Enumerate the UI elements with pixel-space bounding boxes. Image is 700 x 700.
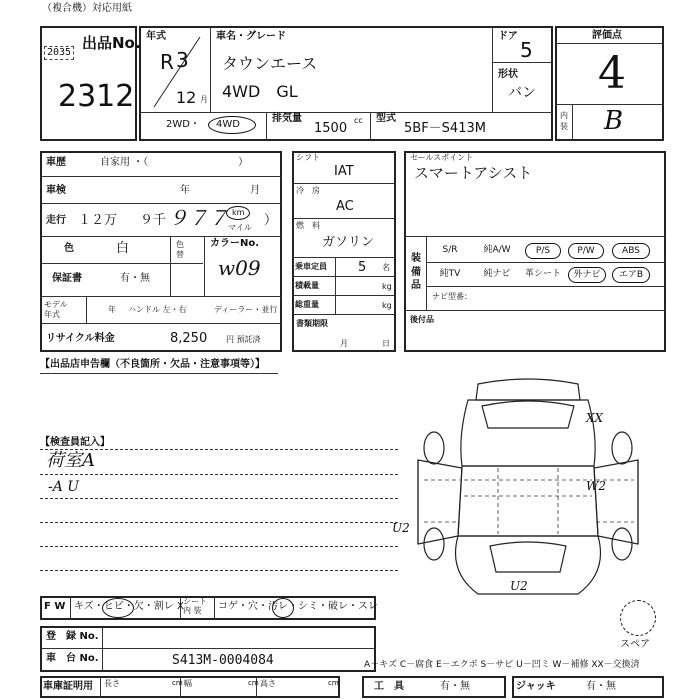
score-label: 評価点 — [592, 30, 622, 41]
equip-ext-navi: 外ナビ — [568, 267, 606, 283]
divider — [293, 257, 395, 258]
divider — [426, 237, 427, 310]
seat-circle — [272, 598, 294, 618]
divider — [41, 648, 375, 649]
car-diagram — [398, 376, 664, 606]
fw-seat-label: シート 内 装 — [183, 597, 207, 615]
divider — [266, 113, 267, 140]
capacity-label: 乗車定員 — [295, 262, 327, 271]
divider — [41, 323, 281, 324]
divider — [210, 27, 211, 113]
form-note: （複合機）対応用紙 — [42, 3, 132, 14]
divider — [40, 522, 398, 523]
jack-label: ジャッキ — [516, 681, 556, 692]
cert-width: 幅 — [184, 679, 192, 688]
cert-cm-3: cm — [328, 679, 339, 687]
aircon-label: 冷 房 — [296, 186, 320, 195]
fw-label: F W — [44, 601, 66, 612]
divider — [40, 373, 278, 374]
divider — [556, 43, 663, 44]
divider — [40, 546, 398, 547]
aircon-value: AC — [336, 199, 354, 214]
tools-label: 工 具 — [374, 681, 404, 692]
equip-navi-model: ナビ型番： — [432, 292, 472, 301]
name-label: 車名・グレード — [216, 31, 286, 42]
mileage-paren: ） — [264, 213, 278, 228]
equip-tv: 純TV — [439, 269, 461, 279]
shift-label: シフト — [296, 153, 320, 162]
warranty-label: 保証書 — [52, 273, 82, 284]
gross-label: 総重量 — [295, 300, 319, 309]
month-unit: 月 — [200, 95, 208, 104]
equip-airbag: エアB — [612, 267, 650, 283]
spec-box — [40, 151, 282, 352]
hist-value: 自家用 ・（ ） — [100, 157, 249, 168]
hist-label: 車歴 — [46, 157, 66, 168]
disp-label: 排気量 — [272, 113, 302, 124]
declaration-label: 【出品店申告欄（不良箇所・欠品・注意事項等）】 — [40, 359, 265, 370]
spare-label: スペア — [620, 639, 650, 650]
divider — [427, 262, 665, 263]
diagram-mark-xx: XX — [586, 411, 604, 425]
mileage-sen: ９千 — [140, 213, 167, 228]
aftermarket-label: 後付品 — [410, 315, 434, 324]
load-label: 積載量 — [295, 281, 319, 290]
color-value: 白 — [116, 241, 130, 256]
color-label: 色 — [64, 243, 74, 254]
shape: バン — [508, 85, 536, 101]
lot-code: 2035 — [44, 46, 74, 60]
docexp-label: 書類期限 — [296, 319, 328, 328]
inspect-month: 月 — [250, 185, 260, 196]
model: 5BF－S413M — [404, 121, 486, 136]
era: R — [160, 50, 174, 74]
shift-value: IAT — [334, 164, 354, 179]
inspect-year: 年 — [180, 185, 190, 196]
divider — [170, 237, 171, 296]
interior-value: B — [604, 106, 624, 136]
equip-abs: ABS — [612, 243, 650, 259]
drive-2wd: 2WD・ — [166, 119, 200, 130]
divider — [293, 276, 395, 277]
recycle-label: リサイクル料金 — [46, 333, 115, 344]
divider — [427, 286, 665, 287]
equip-label: 装 備 品 — [411, 253, 421, 291]
jack-value: 有・無 — [586, 681, 616, 692]
score-value: 4 — [598, 48, 626, 99]
equip-sr: S/R — [442, 245, 458, 255]
model-year-handle: ハンドル 左・右 — [128, 305, 187, 314]
capacity-value: 5 — [358, 260, 367, 275]
selling-label: セールスポイント — [410, 153, 474, 162]
divider — [40, 474, 398, 475]
inspector-line1: 荷室A — [46, 450, 95, 471]
divider — [86, 297, 87, 323]
divider — [405, 310, 665, 311]
capacity-unit: 名 — [382, 263, 390, 272]
chassis-label: 車 台 No. — [46, 653, 99, 664]
divider — [102, 627, 103, 671]
selling-value: スマートアシスト — [414, 164, 533, 182]
shape-label: 形状 — [498, 69, 518, 80]
recycle-value: 8,250 — [170, 331, 208, 346]
inspector-line2: -A U — [48, 479, 80, 495]
equip-pw: P/W — [568, 243, 604, 259]
divider — [214, 597, 215, 619]
tools-value: 有・無 — [440, 681, 470, 692]
divider — [40, 570, 398, 571]
disp: 1500 — [314, 121, 348, 136]
mileage-mile: マイル — [228, 223, 252, 232]
doors: 5 — [520, 38, 533, 62]
fw-items: キズ・ヒビ・欠・割レ X — [74, 601, 184, 612]
docexp-day: 日 — [382, 339, 390, 348]
divider — [70, 597, 71, 619]
divider — [492, 27, 493, 113]
cc: cc — [354, 116, 363, 125]
divider — [572, 104, 573, 140]
drive-4wd: 4WD — [216, 119, 240, 130]
divider — [293, 295, 395, 296]
car-grade: 4WD GL — [222, 82, 298, 101]
colorno-value: w09 — [218, 256, 261, 280]
cert-label: 車庫証明用 — [43, 681, 93, 692]
divider — [100, 677, 101, 697]
interior-label: 内 装 — [560, 111, 568, 132]
divider — [405, 236, 665, 237]
recycle-unit: 円 預託済 — [226, 335, 261, 344]
mileage-label: 走行 — [46, 215, 66, 226]
divider — [493, 62, 551, 63]
divider — [204, 237, 205, 296]
colorno-label: カラーNo. — [210, 238, 260, 249]
door-label: ドア — [498, 31, 518, 42]
model-year-year: 年 — [108, 305, 116, 314]
inspector-label: 【検査員記入】 — [40, 437, 110, 448]
divider — [41, 203, 281, 204]
cert-cm-2: cm — [248, 679, 259, 687]
year: 3 — [176, 48, 189, 72]
divider — [293, 314, 395, 315]
divider — [335, 258, 336, 314]
lot-number: 2312 — [58, 79, 135, 114]
spare-tire-icon — [620, 600, 656, 636]
equip-ps: P/S — [525, 243, 561, 259]
warranty-value: 有・無 — [120, 273, 150, 284]
inspect-label: 車検 — [46, 185, 66, 196]
diagram-mark-u2-bottom: U2 — [510, 579, 528, 593]
fw-circle — [102, 598, 134, 618]
divider — [41, 236, 281, 237]
legend-text: A－キズ C－腐食 E－エクボ S－サビ U－凹ミ W－補修 XX－交換済 — [364, 660, 640, 670]
diagram-mark-w2: W2 — [586, 479, 606, 493]
divider — [293, 183, 395, 184]
fuel-label: 燃 料 — [296, 221, 320, 230]
diagram-mark-u2-left: U2 — [392, 521, 410, 535]
mileage-km: km — [232, 208, 245, 217]
mileage-hand: ９７７ — [168, 206, 228, 230]
equip-leather: 革シート — [524, 269, 561, 279]
model-year-label: モデル 年式 — [44, 300, 68, 319]
divider — [41, 296, 281, 297]
chassis-value: S413M-0004084 — [172, 653, 274, 668]
cert-cm-1: cm — [172, 679, 183, 687]
cert-length: 長さ — [104, 679, 120, 688]
mileage-man: １２万 — [78, 213, 118, 228]
month: 12 — [176, 88, 197, 107]
car-name: タウンエース — [222, 54, 318, 73]
divider — [293, 218, 395, 219]
gross-unit: kg — [382, 301, 392, 310]
load-unit: kg — [382, 282, 392, 291]
model-year-dealer: ディーラー・並行 — [214, 305, 278, 314]
divider — [40, 498, 398, 499]
cert-height: 高さ — [260, 679, 276, 688]
equip-aw: 純A/W — [483, 245, 511, 255]
model-label: 型式 — [376, 113, 396, 124]
lot-box — [40, 26, 141, 141]
fuel-value: ガソリン — [322, 235, 375, 250]
reg-label: 登 録 No. — [46, 631, 99, 642]
fw-seat-items: コゲ・穴・汚レ・シミ・破レ・スレ — [218, 601, 378, 612]
divider — [41, 263, 203, 264]
year-label: 年式 — [146, 31, 166, 42]
divider — [370, 113, 371, 140]
divider — [41, 176, 281, 177]
equip-navi: 純ナビ — [483, 269, 511, 279]
docexp-month: 月 — [340, 339, 348, 348]
lot-label: 出品No. — [82, 34, 141, 52]
color-change-label: 色 替 — [176, 240, 184, 260]
